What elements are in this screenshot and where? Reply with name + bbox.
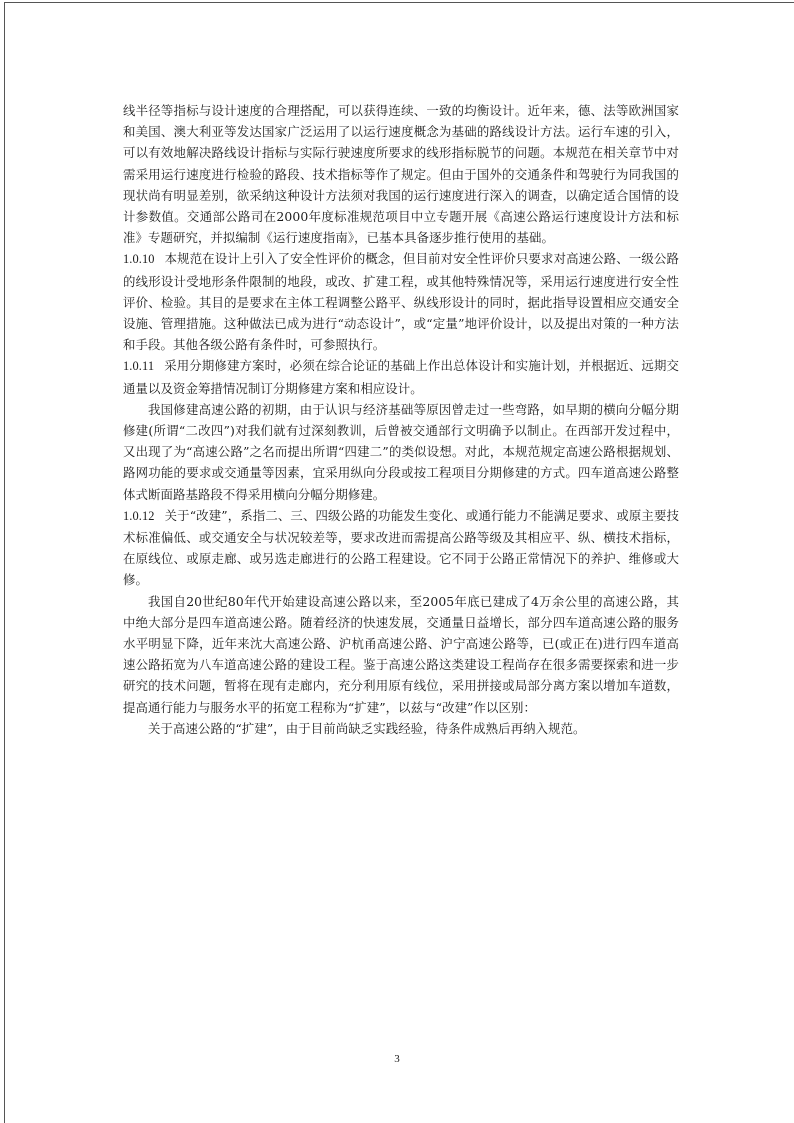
paragraph-text: 关于“改建”，系指二、三、四级公路的功能发生变化、或通行能力不能满足要求、或原主要技术标准偏低、或交通安全与状况较差等，要求改进而需提高公路等级及其相应平、纵、横技术指标，在原线位、或原走廊、或另选走廊进行的公路工程建设。它不同于公路正常情况下的养护、维修或大修。	[123, 507, 679, 588]
paragraph-text: 我国自20世纪80年代开始建设高速公路以来，至2005年底已建成了4万余公里的高速公路，其中绝大部分是四车道高速公路。随着经济的快速发展，交通量日益增长，部分四车道高速公路的服务水平明显下降，近年来沈大高速公路、沪杭甬高速公路、沪宁高速公路等，已(或正在)进行四车道高速公路拓宽为八车道高速公路的建设工程。鉴于高速公路这类建设工程尚存在很多需要探索和进一步研究的技术问题，暂将在现有走廊内，充分利用原有线位，采用拼接或局部分离方案以增加车道数，提高通行能力与服务水平的拓宽工程称为“扩建”，以兹与“改建”作以区别：	[123, 593, 679, 715]
clause-number: 1.0.12	[123, 508, 155, 523]
paragraph-text: 线半径等指标与设计速度的合理搭配，可以获得连续、一致的均衡设计。近年来，德、法等欧洲国家和美国、澳大利亚等发达国家广泛运用了以运行速度概念为基础的路线设计方法。运行车速的引入，可以有效地解决路线设计指标与实际行驶速度所要求的线形指标脱节的问题。本规范在相关章节中对需采用运行速度进行检验的路段、技术指标等作了规定。但由于国外的交通条件和驾驶行为同我国的现状尚有明显差别，欲采纳这种设计方法须对我国的运行速度进行深入的调查，以确定适合国情的设计参数值。交通部公路司在2000年度标准规范项目中立专题开展《高速公路运行速度设计方法和标准》专题研究，并拟编制《运行速度指南》，已基本具备逐步推行使用的基础。	[123, 103, 679, 246]
clause-1-0-11	[123, 355, 679, 398]
page-body	[123, 100, 679, 739]
clause-1-0-10	[123, 248, 679, 355]
paragraph-staged-construction	[123, 399, 679, 505]
clause-number: 1.0.10	[123, 252, 155, 267]
paragraph-text: 本规范在设计上引入了安全性评价的概念，但目前对安全性评价只要求对高速公路、一级公路的线形设计受地形条件限制的地段，或改、扩建工程，或其他特殊情况等，采用运行速度进行安全性评价、检验。其目的是要求在主体工程调整公路平、纵线形设计的同时，据此指导设置相应交通安全设施、管理措施。这种做法已成为进行“动态设计”，或“定量”地评价设计，以及提出对策的一种方法和手段。其他各级公路有条件时，可参照执行。	[123, 251, 679, 353]
paragraph-expansion	[123, 591, 679, 718]
clause-number: 1.0.11	[123, 359, 155, 374]
page-number: 3	[394, 1053, 400, 1065]
paragraph-expansion-note	[123, 718, 679, 739]
clause-1-0-12	[123, 505, 679, 591]
paragraph-text: 采用分期修建方案时，必须在综合论证的基础上作出总体设计和实施计划，并根据近、远期交通量以及资金筹措情况制订分期修建方案和相应设计。	[123, 358, 679, 396]
paragraph-text: 关于高速公路的“扩建”，由于目前尚缺乏实践经验，待条件成熟后再纳入规范。	[148, 720, 586, 736]
paragraph-text: 我国修建高速公路的初期，由于认识与经济基础等原因曾走过一些弯路，如早期的横向分幅分期修建(所谓“二改四”)对我们就有过深刻教训，后曾被交通部行文明确予以制止。在西部开发过程中，又出现了为“高速公路”之名而提出所谓“四建二”的类似设想。对此，本规范规定高速公路根据规划、路网功能的要求或交通量等因素，宜采用纵向分段或按工程项目分期修建的方式。四车道高速公路整体式断面路基路段不得采用横向分幅分期修建。	[123, 401, 679, 502]
paragraph-continued	[123, 100, 679, 248]
